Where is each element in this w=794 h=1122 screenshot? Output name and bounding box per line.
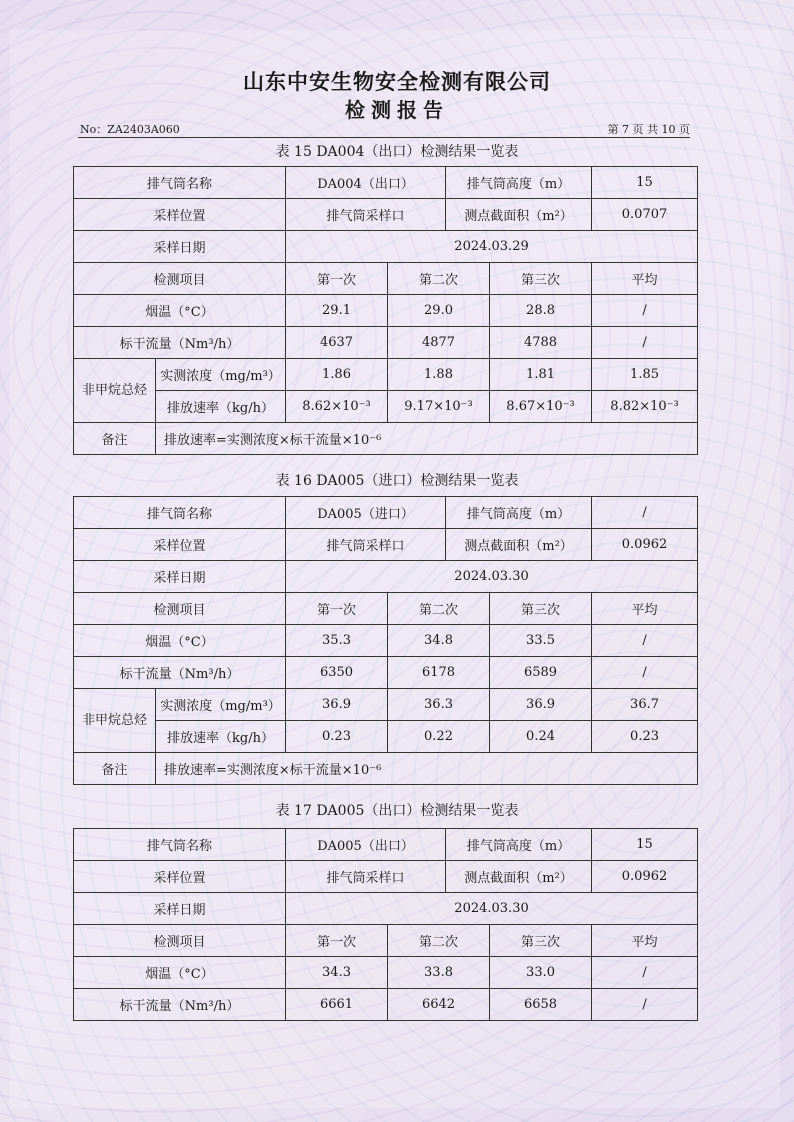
- rate-label: 排放速率（kg/h）: [156, 391, 286, 423]
- table-cell: 1.85: [592, 359, 698, 391]
- col-header: 第一次: [286, 263, 388, 295]
- col-header: 第二次: [388, 593, 490, 625]
- col-header: 第二次: [388, 925, 490, 957]
- table-row: [74, 625, 698, 657]
- date-label: 采样日期: [74, 561, 286, 593]
- stack-height-label: 排气筒高度（m）: [446, 497, 592, 529]
- date-label: 采样日期: [74, 231, 286, 263]
- result-table-15: [73, 166, 698, 455]
- position-label: 采样位置: [74, 861, 286, 893]
- table-cell: 8.67×10⁻³: [490, 391, 592, 423]
- stack-name-label: 排气筒名称: [74, 497, 286, 529]
- table-cell: /: [592, 957, 698, 989]
- table-row: [74, 753, 698, 785]
- stack-name-label: 排气筒名称: [74, 829, 286, 861]
- table-cell: 35.3: [286, 625, 388, 657]
- date-value: 2024.03.29: [286, 231, 698, 263]
- table-cell: 36.3: [388, 689, 490, 721]
- table-cell: 9.17×10⁻³: [388, 391, 490, 423]
- table-cell: 6178: [388, 657, 490, 689]
- table-cell: 6589: [490, 657, 592, 689]
- flow-label: 标干流量（Nm³/h）: [74, 657, 286, 689]
- table-cell: 34.8: [388, 625, 490, 657]
- stack-name-value: DA005（出口）: [286, 829, 446, 861]
- table-row: [74, 657, 698, 689]
- area-value: 0.0962: [592, 529, 698, 561]
- table-row: [74, 925, 698, 957]
- table-row: [74, 199, 698, 231]
- conc-label: 实测浓度（mg/m³）: [156, 689, 286, 721]
- position-value: 排气筒采样口: [286, 529, 446, 561]
- stack-name-label: 排气筒名称: [74, 167, 286, 199]
- table-row: [74, 391, 698, 423]
- item-label: 检测项目: [74, 925, 286, 957]
- result-table-17: [73, 828, 698, 1021]
- stack-height-label: 排气筒高度（m）: [446, 829, 592, 861]
- table-row: [74, 593, 698, 625]
- table-cell: 29.0: [388, 295, 490, 327]
- position-value: 排气筒采样口: [286, 199, 446, 231]
- temp-label: 烟温（°C）: [74, 295, 286, 327]
- table-cell: 0.24: [490, 721, 592, 753]
- area-label: 测点截面积（m²）: [446, 861, 592, 893]
- flow-label: 标干流量（Nm³/h）: [74, 989, 286, 1021]
- col-header: 平均: [592, 263, 698, 295]
- stack-height-value: 15: [592, 167, 698, 199]
- table-caption: 表 15 DA004（出口）检测结果一览表: [275, 144, 519, 160]
- rate-label: 排放速率（kg/h）: [156, 721, 286, 753]
- table-cell: 0.23: [592, 721, 698, 753]
- page-number: 第 7 页 共 10 页: [607, 123, 690, 136]
- table-cell: 0.22: [388, 721, 490, 753]
- col-header: 第三次: [490, 263, 592, 295]
- table-cell: /: [592, 295, 698, 327]
- area-value: 0.0962: [592, 861, 698, 893]
- table-row: [74, 721, 698, 753]
- col-header: 平均: [592, 593, 698, 625]
- table-cell: 1.81: [490, 359, 592, 391]
- table-row: [74, 561, 698, 593]
- note-label: 备注: [74, 753, 156, 785]
- table-cell: 36.9: [286, 689, 388, 721]
- table-cell: 0.23: [286, 721, 388, 753]
- table-cell: /: [592, 657, 698, 689]
- table-cell: 6642: [388, 989, 490, 1021]
- pollutant-label: 非甲烷总烃: [74, 359, 156, 423]
- table-caption: 表 17 DA005（出口）检测结果一览表: [275, 803, 519, 819]
- table-cell: 6350: [286, 657, 388, 689]
- table-cell: 4877: [388, 327, 490, 359]
- table-row: [74, 829, 698, 861]
- table-row: [74, 497, 698, 529]
- position-value: 排气筒采样口: [286, 861, 446, 893]
- date-label: 采样日期: [74, 893, 286, 925]
- date-value: 2024.03.30: [286, 893, 698, 925]
- table-caption: 表 16 DA005（进口）检测结果一览表: [275, 473, 519, 489]
- table-cell: 36.7: [592, 689, 698, 721]
- table-row: [74, 861, 698, 893]
- header-rule: [78, 137, 690, 138]
- table-row: [74, 359, 698, 391]
- table-cell: /: [592, 327, 698, 359]
- table-cell: 33.8: [388, 957, 490, 989]
- table-cell: 33.5: [490, 625, 592, 657]
- stack-height-value: 15: [592, 829, 698, 861]
- col-header: 第三次: [490, 593, 592, 625]
- table-cell: 6658: [490, 989, 592, 1021]
- note-text: 排放速率=实测浓度×标干流量×10⁻⁶: [156, 423, 698, 455]
- temp-label: 烟温（°C）: [74, 957, 286, 989]
- report-title: 检测报告: [345, 98, 449, 122]
- stack-name-value: DA005（进口）: [286, 497, 446, 529]
- conc-label: 实测浓度（mg/m³）: [156, 359, 286, 391]
- col-header: 平均: [592, 925, 698, 957]
- note-text: 排放速率=实测浓度×标干流量×10⁻⁶: [156, 753, 698, 785]
- stack-height-label: 排气筒高度（m）: [446, 167, 592, 199]
- date-value: 2024.03.30: [286, 561, 698, 593]
- table-cell: 4788: [490, 327, 592, 359]
- note-label: 备注: [74, 423, 156, 455]
- table-row: [74, 989, 698, 1021]
- area-label: 测点截面积（m²）: [446, 529, 592, 561]
- company-name: 山东中安生物安全检测有限公司: [243, 69, 551, 94]
- temp-label: 烟温（°C）: [74, 625, 286, 657]
- table-cell: 36.9: [490, 689, 592, 721]
- table-cell: 8.82×10⁻³: [592, 391, 698, 423]
- table-row: [74, 529, 698, 561]
- table-cell: 34.3: [286, 957, 388, 989]
- col-header: 第一次: [286, 925, 388, 957]
- stack-name-value: DA004（出口）: [286, 167, 446, 199]
- table-cell: 28.8: [490, 295, 592, 327]
- table-cell: 1.88: [388, 359, 490, 391]
- table-cell: 6661: [286, 989, 388, 1021]
- table-cell: /: [592, 989, 698, 1021]
- table-row: [74, 327, 698, 359]
- table-cell: 33.0: [490, 957, 592, 989]
- result-table-16: [73, 496, 698, 785]
- report-number: No：ZA2403A060: [80, 123, 180, 136]
- col-header: 第一次: [286, 593, 388, 625]
- flow-label: 标干流量（Nm³/h）: [74, 327, 286, 359]
- col-header: 第二次: [388, 263, 490, 295]
- position-label: 采样位置: [74, 199, 286, 231]
- table-row: [74, 231, 698, 263]
- position-label: 采样位置: [74, 529, 286, 561]
- table-row: [74, 689, 698, 721]
- table-cell: /: [592, 625, 698, 657]
- table-cell: 1.86: [286, 359, 388, 391]
- table-cell: 4637: [286, 327, 388, 359]
- pollutant-label: 非甲烷总烃: [74, 689, 156, 753]
- table-row: [74, 167, 698, 199]
- table-row: [74, 957, 698, 989]
- table-cell: 8.62×10⁻³: [286, 391, 388, 423]
- stack-height-value: /: [592, 497, 698, 529]
- col-header: 第三次: [490, 925, 592, 957]
- area-value: 0.0707: [592, 199, 698, 231]
- table-row: [74, 893, 698, 925]
- table-row: [74, 263, 698, 295]
- table-row: [74, 423, 698, 455]
- table-cell: 29.1: [286, 295, 388, 327]
- item-label: 检测项目: [74, 263, 286, 295]
- item-label: 检测项目: [74, 593, 286, 625]
- area-label: 测点截面积（m²）: [446, 199, 592, 231]
- table-row: [74, 295, 698, 327]
